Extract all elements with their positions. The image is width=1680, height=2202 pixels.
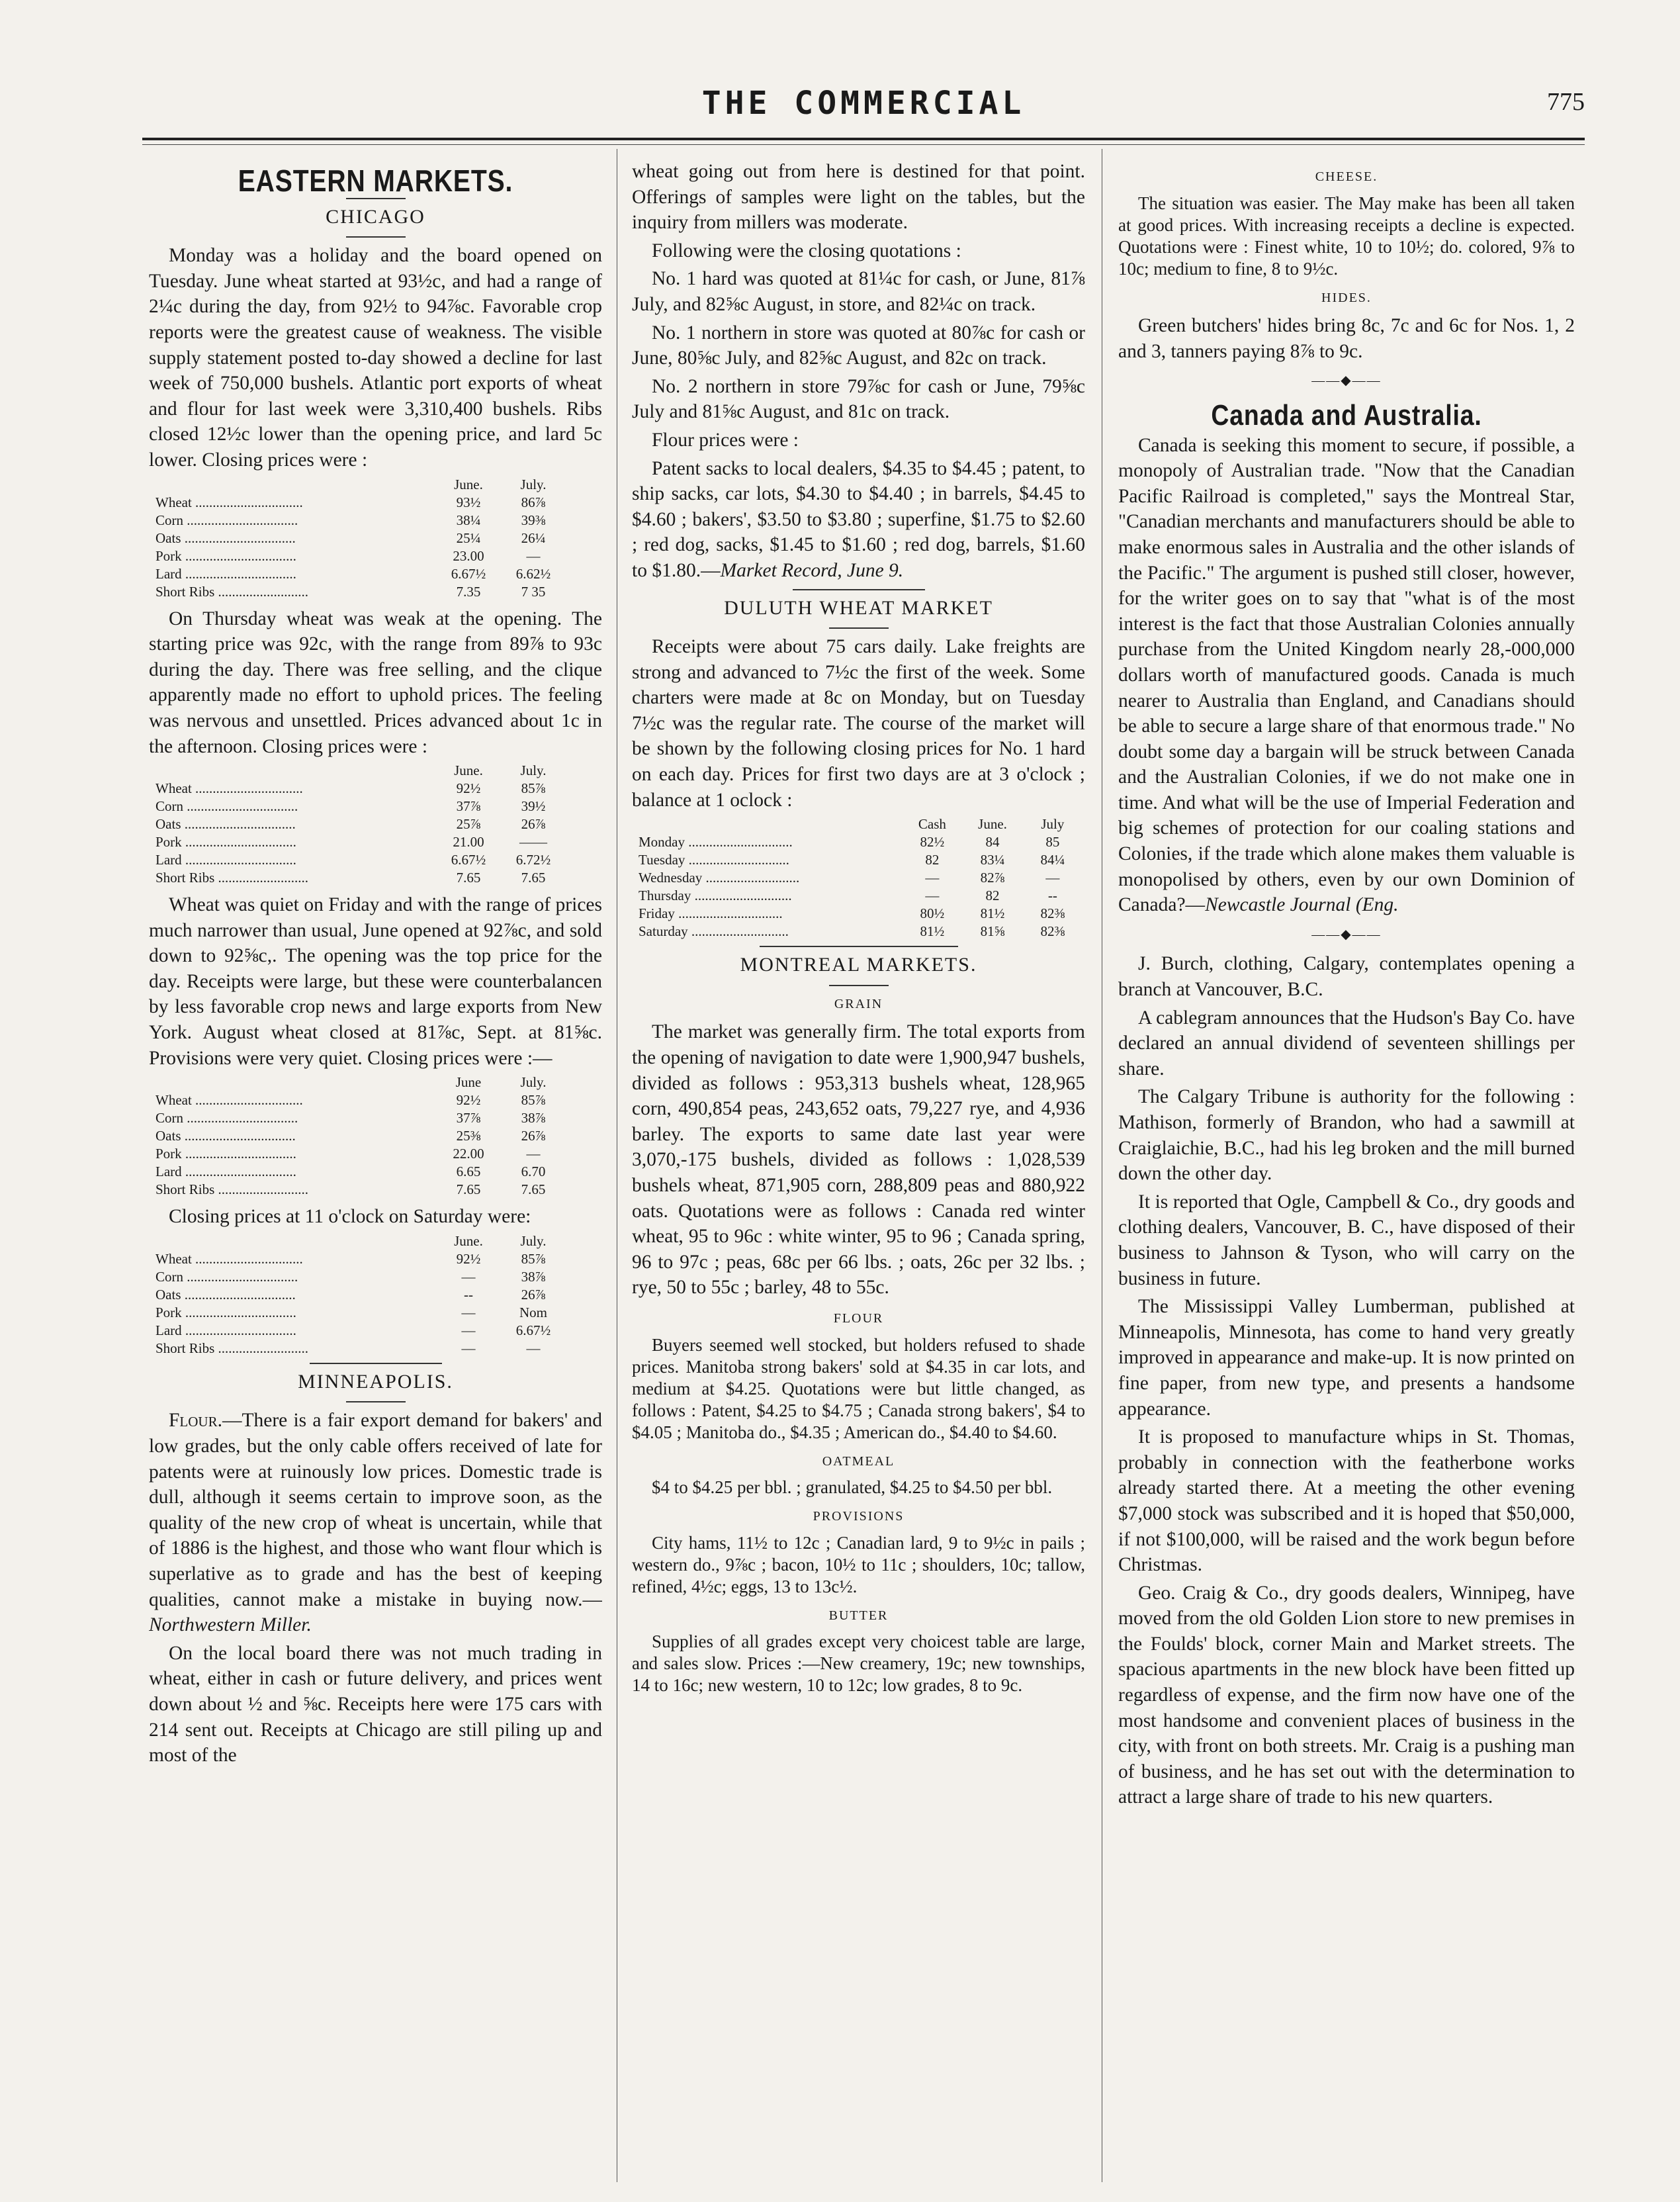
- commodity-label: Oats ................................: [155, 816, 296, 833]
- lead-word: Flour.: [169, 1410, 222, 1432]
- price-cell: 85⅞: [521, 1250, 546, 1267]
- price-cell: —: [526, 1146, 541, 1162]
- price-cell: 23.00: [453, 547, 484, 564]
- paragraph: Supplies of all grades except very choicest table are large, and sales slow. Prices :—New creamery, 19c; new townships, 14 to 16c; new western, 10 to 12c; low grades, 8 to 9c.: [632, 1631, 1085, 1696]
- price-cell: 7.65: [521, 870, 546, 886]
- news-item: J. Burch, clothing, Calgary, contemplates opening a branch at Vancouver, B.C.: [1118, 953, 1575, 1001]
- price-cell: 38¼: [456, 512, 481, 528]
- commodity-label: Pork ................................: [155, 547, 296, 564]
- commodity-label: Oats ................................: [155, 529, 296, 546]
- news-item: It is reported that Ogle, Campbell & Co., dry goods and clothing dealers, Vancouver, B. C., have disposed of their business to Jahnson & Tyson, who will carry on the business in future.: [1118, 1191, 1575, 1289]
- table-row: [155, 1340, 568, 1357]
- price-cell: 26⅞: [521, 1128, 546, 1144]
- table-row: [155, 798, 568, 815]
- price-cell: 82⅜: [1040, 923, 1065, 940]
- paragraph: [632, 456, 1085, 584]
- commodity-label: Lard ................................: [155, 852, 296, 868]
- table-column-header: July.: [520, 476, 547, 492]
- table-row: [155, 1091, 568, 1109]
- category-heading: FLOUR: [833, 1310, 884, 1326]
- commodity-label: Short Ribs ..........................: [155, 1181, 309, 1198]
- news-item: The Calgary Tribune is authority for the following : Mathison, formerly of Brandon, who had a sawmill at Craiglaichie, B.C., had his leg broken and the mill burned down the other day.: [1118, 1086, 1575, 1185]
- commodity-label: Oats ................................: [155, 1128, 296, 1144]
- table-column-header: June.: [978, 816, 1007, 833]
- source-citation: Northwestern Miller.: [149, 1614, 312, 1636]
- paragraph: City hams, 11½ to 12c ; Canadian lard, 9 to 9½c in pails ; western do., 9⅞c ; bacon, 10½ to 11c ; shoulders, 10c; tallow, refined, 4½c; eggs, 13 to 13c½.: [632, 1532, 1085, 1596]
- price-cell: —: [925, 870, 940, 886]
- table-row: [155, 565, 568, 583]
- paragraph: Following were the closing quotations :: [652, 240, 961, 261]
- paragraph-text: Canada is seeking this moment to secure, if possible, a monopoly of Australian trade. "Now that the Canadian Pacific Railroad is completed," says the Montreal Star, "Canadian merchants and manufacturers should be able to make enormous sales in Australia and the other islands of the Pacific." The argument is pushed still closer, however, for the writer goes on to say that "what is of the most interest is the fact that those Australian Colonies annually purchase from the United Kingdom nearly 28,-000,000 dollars worth of manufactured goods. Canada is much nearer to Australia than England, and Canadians should be able to secure a large share of that enormous trade." No doubt some day a bargain will be struck between Canada and the Australian Colonies, if we do not make one in time. And what will be the use of Imperial Federation and big schemes of protection for our coaling stations and Colonies, if the trade which alone makes them valuable is monopolised by others, even by our own Dominion of Canada?—: [1118, 434, 1575, 916]
- paragraph: Closing prices at 11 o'clock on Saturday were:: [169, 1206, 531, 1228]
- source-citation: Newcastle Journal (Eng.: [1205, 894, 1399, 916]
- price-cell: 85⅞: [521, 780, 546, 797]
- table-column-header: June: [455, 1074, 482, 1091]
- table-row: [155, 583, 568, 601]
- category-heading: OATMEAL: [822, 1453, 895, 1469]
- commodity-label: Saturday ............................: [639, 923, 789, 940]
- table-row: [639, 869, 1085, 887]
- price-cell: 37⅞: [456, 798, 481, 815]
- table-row: [155, 1181, 568, 1199]
- commodity-label: Wheat ...............................: [155, 1250, 303, 1267]
- price-cell: 7.65: [456, 1181, 481, 1198]
- short-rule: [793, 589, 925, 590]
- commodity-label: Pork ................................: [155, 834, 296, 850]
- masthead: THE COMMERCIAL: [701, 85, 1026, 122]
- source-citation: Market Record, June 9.: [720, 559, 904, 581]
- table-row: [639, 923, 1085, 940]
- price-cell: 81½: [920, 923, 945, 940]
- commodity-label: Lard ................................: [155, 565, 296, 582]
- table-column-header: June.: [454, 762, 483, 779]
- paragraph: On Thursday wheat was weak at the opening. The starting price was 92c, with the range from 89⅞ to 93c during the day. There was free selling, and the clique apparently made no effort to uphold prices. The feeling was nervous and unsettled. Prices advanced about 1c in the afternoon. Closing prices were :: [149, 608, 602, 757]
- price-cell: 92½: [456, 1250, 481, 1267]
- commodity-label: Wheat ...............................: [155, 494, 303, 510]
- commodity-label: Corn ................................: [155, 512, 298, 528]
- subsection-heading: MONTREAL MARKETS.: [740, 954, 977, 976]
- table-row: [155, 512, 568, 529]
- subsection-heading: MINNEAPOLIS.: [298, 1370, 453, 1393]
- paragraph: $4 to $4.25 per bbl. ; granulated, $4.25 to $4.50 per bbl.: [652, 1477, 1053, 1498]
- page-header: [142, 78, 1585, 131]
- section-title: Canada and Australia.: [1211, 398, 1482, 432]
- paragraph: Green butchers' hides bring 8c, 7c and 6c for Nos. 1, 2 and 3, tanners paying 8⅞ to 9c.: [1118, 315, 1575, 362]
- ornament-rule: ——◆——: [1311, 373, 1382, 389]
- price-cell: 92½: [456, 1092, 481, 1109]
- table-header-blank: [155, 762, 439, 780]
- price-cell: 93½: [456, 494, 481, 510]
- price-cell: 25⅞: [456, 816, 481, 833]
- price-cell: 39⅜: [521, 512, 546, 528]
- price-cell: 6.72½: [515, 852, 551, 868]
- table-column-header: June.: [454, 476, 483, 492]
- table-column-header: July.: [520, 1074, 547, 1091]
- price-cell: 26¼: [521, 529, 546, 546]
- column-3: [1118, 159, 1575, 2176]
- commodity-label: Thursday ............................: [639, 888, 792, 904]
- short-rule: [310, 1363, 442, 1364]
- news-item: It is proposed to manufacture whips in St. Thomas, probably in connection with the featherbone works already started there. At a meeting the other evening $7,000 stock was subscribed and it is hoped that $50,000, if not $100,000, will be raised and the work begun before Christmas.: [1118, 1426, 1575, 1576]
- subsection-heading: DULUTH WHEAT MARKET: [724, 596, 993, 619]
- price-cell: 85: [1045, 834, 1060, 850]
- commodity-label: Short Ribs ..........................: [155, 583, 309, 600]
- price-cell: 81½: [980, 905, 1005, 922]
- price-cell: 7.65: [521, 1181, 546, 1198]
- price-cell: 21.00: [453, 834, 484, 850]
- price-cell: —: [526, 1340, 541, 1356]
- table-row: [639, 833, 1085, 851]
- table-header-blank: [155, 1074, 439, 1091]
- table-row: [155, 1145, 568, 1163]
- price-cell: 80½: [920, 905, 945, 922]
- news-item: A cablegram announces that the Hudson's Bay Co. have declared an annual dividend of seventeen shillings per share.: [1118, 1007, 1575, 1079]
- commodity-label: Wednesday ...........................: [639, 870, 800, 886]
- price-cell: 6.67½: [451, 852, 486, 868]
- news-item: The Mississippi Valley Lumberman, published at Minneapolis, Minnesota, has come to hand very greatly improved in appearance and make-up. It is now printed on fine paper, from new type, and presents a handsome appearance.: [1118, 1296, 1575, 1420]
- price-table: [155, 476, 568, 601]
- price-cell: 6.67½: [515, 1322, 551, 1338]
- commodity-label: Friday ..............................: [639, 905, 783, 922]
- table-header-blank: [155, 476, 439, 494]
- price-cell: 6.67½: [451, 565, 486, 582]
- price-cell: 84: [985, 834, 1000, 850]
- category-heading: CHEESE.: [1315, 169, 1378, 184]
- price-cell: 26⅞: [521, 816, 546, 833]
- page-number: 775: [1547, 88, 1585, 116]
- table-row: [155, 1127, 568, 1145]
- table-row: [639, 905, 1085, 923]
- table-row: [155, 1250, 568, 1268]
- price-cell: 22.00: [453, 1146, 484, 1162]
- price-cell: 84¼: [1040, 852, 1065, 868]
- price-cell: 25⅜: [456, 1128, 481, 1144]
- table-row: [155, 529, 568, 547]
- commodity-label: Lard ................................: [155, 1322, 296, 1338]
- commodity-label: Monday ..............................: [639, 834, 793, 850]
- commodity-label: Corn ................................: [155, 1268, 298, 1285]
- paragraph: No. 1 northern in store was quoted at 80⅞c for cash or June, 80⅝c July, and 82⅝c August, and 82c on track.: [632, 322, 1085, 369]
- commodity-label: Wheat ...............................: [155, 780, 303, 797]
- price-cell: 38⅞: [521, 1268, 546, 1285]
- commodity-label: Corn ................................: [155, 798, 298, 815]
- table-row: [155, 547, 568, 565]
- section-title: EASTERN MARKETS.: [238, 163, 513, 198]
- short-rule: [346, 236, 406, 238]
- category-heading: PROVISIONS: [813, 1509, 905, 1524]
- table-row: [155, 1322, 568, 1340]
- commodity-label: Short Ribs ..........................: [155, 1340, 309, 1356]
- commodity-label: Wheat ...............................: [155, 1092, 303, 1109]
- paragraph: On the local board there was not much trading in wheat, either in cash or future delivery, and prices went down about ½ and ⅝c. Receipts here were 175 cars with 214 sent out. Receipts at Chicago are still piling up and most of the: [149, 1642, 602, 1766]
- paragraph: Monday was a holiday and the board opened on Tuesday. June wheat started at 93½c, and had a range of 2¼c during the day, from 92½ to 94⅞c. Favorable crop reports were the greatest cause of weakness. The visible supply statement posted to-day showed a decline for last week of 750,000 bushels. Atlantic port exports of wheat and flour for last week were 3,310,400 bushels. Ribs closed 12½c lower than the opening price, and lard 5c lower. Closing prices were :: [149, 245, 602, 471]
- table-column-header: July.: [520, 762, 547, 779]
- price-cell: —: [461, 1304, 476, 1320]
- price-cell: 7 35: [521, 583, 546, 600]
- price-table: [155, 762, 568, 887]
- header-rule: [142, 138, 1585, 140]
- commodity-label: Short Ribs ..........................: [155, 870, 309, 886]
- price-cell: ——: [519, 834, 547, 850]
- table-row: [155, 1163, 568, 1181]
- ornament-rule: ——◆——: [1311, 927, 1382, 942]
- paragraph-text: —There is a fair export demand for bakers' and low grades, but the only cable offers received of late for patents were at ruinously low prices. Domestic trade is dull, although it seems certain to improve soon, as the quality of the new crop of wheat is uncertain, while that of 1886 is the highest, and those who want flour which is superlative as to grade and has the best of keeping qualities, cannot make a mistake in buying now.—: [149, 1410, 602, 1610]
- price-cell: 92½: [456, 780, 481, 797]
- paragraph: The market was generally firm. The total exports from the opening of navigation to date were 1,900,947 bushels, divided as follows : 953,313 bushels wheat, 128,965 corn, 490,854 peas, 243,652 oats, 79,227 rye, and 4,936 barley. The exports to same date last year were 3,070,-175 bushels, divided as follows : 1,028,539 bushels wheat, 871,905 corn, 288,809 peas and 880,922 oats. Quotations were as follows : Canada red winter wheat, 95 to 96c : white winter, 95 to 96 ; Canada spring, 96 to 97c ; peas, 68c per 66 lbs. ; oats, 26c per 32 lbs. ; rye, 50 to 55c ; barley, 48 to 55c.: [632, 1021, 1085, 1299]
- price-cell: 25¼: [456, 529, 481, 546]
- price-cell: --: [1047, 888, 1057, 904]
- price-cell: 6.65: [456, 1164, 481, 1180]
- price-cell: —: [461, 1322, 476, 1338]
- price-cell: 6.70: [521, 1164, 546, 1180]
- category-heading: HIDES.: [1321, 290, 1372, 305]
- price-cell: --: [464, 1286, 473, 1303]
- commodity-label: Oats ................................: [155, 1286, 296, 1303]
- price-cell: 82: [925, 852, 940, 868]
- price-cell: 7.35: [456, 583, 481, 600]
- paragraph: No. 2 northern in store 79⅞c for cash or June, 79⅝c July and 81⅝c August, and 81c on track.: [632, 375, 1085, 423]
- paragraph: Flour prices were :: [652, 429, 799, 451]
- commodity-label: Corn ................................: [155, 1110, 298, 1126]
- price-cell: —: [925, 888, 940, 904]
- price-cell: 86⅞: [521, 494, 546, 510]
- price-cell: 81⅝: [980, 923, 1005, 940]
- price-table: [155, 1232, 568, 1357]
- table-header-blank: [639, 815, 905, 833]
- price-table: [155, 1074, 568, 1199]
- column-2: [632, 159, 1085, 2176]
- price-cell: —: [461, 1340, 476, 1356]
- paragraph: wheat going out from here is destined for that point. Offerings of samples were light on the tables, but the inquiry from millers was moderate.: [632, 161, 1085, 234]
- price-cell: 82: [985, 888, 1000, 904]
- paragraph: [149, 1408, 602, 1637]
- paragraph: Buyers seemed well stocked, but holders refused to shade prices. Manitoba strong bakers' sold at $4.35 in car lots, and medium at $4.25. Quotations were but little changed, as follows : Patent, $4.25 to $4.75 ; Canada strong bakers', $4 to $4.05 ; Manitoba do., $4.35 ; American do., $4.40 to $4.60.: [632, 1334, 1085, 1442]
- commodity-label: Pork ................................: [155, 1304, 296, 1320]
- paragraph: The situation was easier. The May make has been all taken at good prices. With increasing receipts a decline is expected. Quotations were : Finest white, 10 to 10½; do. colored, 9⅞ to 10c; medium to fine, 8 to 9½c.: [1118, 193, 1575, 279]
- paragraph: Receipts were about 75 cars daily. Lake freights are strong and advanced to 7½c the first of the week. Some charters were made at 8c on Monday, but on Tuesday 7½c was the regular rate. The course of the market will be shown by the following closing prices for No. 1 hard on each day. Prices for first two days are at 3 o'clock ; balance at 1 oclock :: [632, 636, 1085, 811]
- paragraph: Wheat was quiet on Friday and with the range of prices much narrower than usual, June opened at 92⅞c, and sold down to 92⅝c,. The opening was the top price for the day. Receipts were large, but these were counterbalancen by less favorable crop news and large exports from New York. August wheat closed at 81⅞c, Sept. at 81⅝c. Provisions were very quiet. Closing prices were :—: [149, 894, 602, 1069]
- paragraph-text: Patent sacks to local dealers, $4.35 to $4.45 ; patent, to ship sacks, car lots, $4.30 to $4.40 ; in barrels, $4.45 to $4.60 ; bakers', $3.50 to $3.80 ; superfine, $1.75 to $2.60 ; red dog, sacks, $1.45 to $1.60 ; red dog, barrels, $1.60 to $1.80.—: [632, 457, 1085, 581]
- table-row: [155, 494, 568, 512]
- table-row: [639, 851, 1085, 869]
- short-rule: [760, 946, 958, 947]
- short-rule: [829, 985, 889, 986]
- short-rule: [829, 627, 889, 629]
- price-cell: 82⅞: [980, 870, 1005, 886]
- price-cell: 6.62½: [515, 565, 551, 582]
- price-cell: 37⅞: [456, 1110, 481, 1126]
- short-rule: [346, 1401, 406, 1402]
- table-row: [155, 1268, 568, 1286]
- price-cell: —: [526, 547, 541, 564]
- price-cell: 82⅜: [1040, 905, 1065, 922]
- price-cell: 83¼: [980, 852, 1005, 868]
- price-cell: —: [461, 1268, 476, 1285]
- price-cell: 38⅞: [521, 1110, 546, 1126]
- table-row: [155, 1109, 568, 1127]
- news-item: Geo. Craig & Co., dry goods dealers, Winnipeg, have moved from the old Golden Lion store to new premises in the Foulds' block, corner Main and Market streets. The spacious apartments in the new block have been fitted up regardless of expense, and the firm now have one of the most handsome and convenient places of business in the city, with front on both streets. Mr. Craig is a pushing man of business, and he has set out with the determination to attract a large share of trade to his new quarters.: [1118, 1582, 1575, 1808]
- table-header-blank: [155, 1232, 439, 1250]
- price-cell: 7.65: [456, 870, 481, 886]
- table-row: [155, 851, 568, 869]
- category-heading: BUTTER: [828, 1608, 889, 1623]
- table-row: [155, 869, 568, 887]
- table-row: [155, 1286, 568, 1304]
- column-1: [149, 159, 602, 2176]
- paragraph: [1118, 433, 1575, 918]
- table-row: [639, 887, 1085, 905]
- price-cell: —: [1045, 870, 1060, 886]
- table-row: [155, 780, 568, 798]
- paragraph: No. 1 hard was quoted at 81¼c for cash, or June, 81⅞ July, and 82⅝c August, in store, and 82¼c on track.: [632, 268, 1085, 315]
- table-column-header: July: [1041, 816, 1065, 833]
- table-row: [155, 1304, 568, 1322]
- price-cell: Nom: [519, 1304, 547, 1320]
- commodity-label: Tuesday .............................: [639, 852, 789, 868]
- table-column-header: June.: [454, 1232, 483, 1249]
- price-cell: 85⅞: [521, 1092, 546, 1109]
- price-cell: 82½: [920, 834, 945, 850]
- price-table: [639, 815, 1085, 940]
- subsection-heading: CHICAGO: [326, 205, 425, 228]
- table-column-header: Cash: [918, 816, 946, 833]
- table-column-header: July.: [520, 1232, 547, 1249]
- header-rule-thin: [142, 144, 1585, 145]
- price-cell: 26⅞: [521, 1286, 546, 1303]
- commodity-label: Lard ................................: [155, 1164, 296, 1180]
- table-row: [155, 833, 568, 851]
- price-cell: 39½: [521, 798, 546, 815]
- commodity-label: Pork ................................: [155, 1146, 296, 1162]
- category-heading: GRAIN: [834, 996, 883, 1011]
- table-row: [155, 815, 568, 833]
